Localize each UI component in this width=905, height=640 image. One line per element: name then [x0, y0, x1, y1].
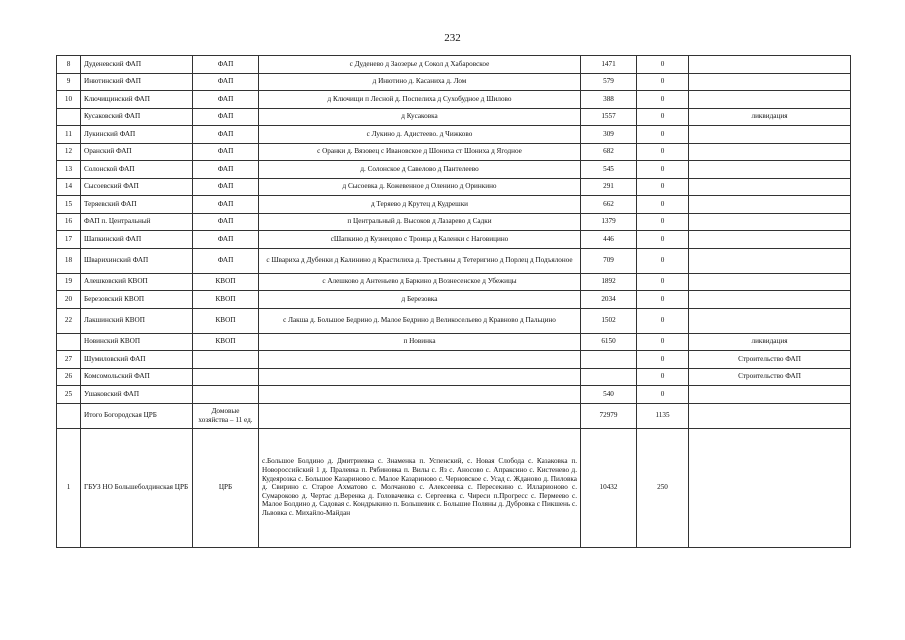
institution-type-cell: ФАП: [193, 213, 259, 231]
count-value-cell: 0: [637, 161, 689, 179]
institution-name-cell: Сысоевский ФАП: [81, 178, 193, 196]
row-number-cell: 8: [57, 56, 81, 74]
count-value-cell: 250: [637, 428, 689, 547]
row-number-cell: 13: [57, 161, 81, 179]
count-value-cell: 0: [637, 143, 689, 161]
settlements-cell: [259, 403, 581, 428]
institution-name-cell: Теряевский ФАП: [81, 196, 193, 214]
note-cell: [689, 178, 851, 196]
row-number-cell: 17: [57, 231, 81, 249]
note-cell: [689, 386, 851, 404]
population-cell: 682: [581, 143, 637, 161]
note-cell: ликвидация: [689, 108, 851, 126]
institution-type-cell: КВОП: [193, 333, 259, 351]
institution-name-cell: Шапкинский ФАП: [81, 231, 193, 249]
table-row: [57, 291, 851, 309]
table-row: [57, 333, 851, 351]
population-cell: [581, 351, 637, 369]
institution-type-cell: ФАП: [193, 56, 259, 74]
settlements-cell: п Новинка: [259, 333, 581, 351]
population-cell: 545: [581, 161, 637, 179]
institution-name-cell: Ключищинский ФАП: [81, 91, 193, 109]
note-cell: [689, 56, 851, 74]
population-cell: 446: [581, 231, 637, 249]
institution-name-cell: ФАП п. Центральный: [81, 213, 193, 231]
row-number-cell: 20: [57, 291, 81, 309]
row-number-cell: 9: [57, 73, 81, 91]
institution-name-cell: Итого Богородская ЦРБ: [81, 403, 193, 428]
institution-type-cell: ФАП: [193, 108, 259, 126]
institution-name-cell: Дуденевский ФАП: [81, 56, 193, 74]
settlements-cell: с Алешково д Антеньево д Баркино д Вознесенское д Убежицы: [259, 273, 581, 291]
institution-name-cell: Оранский ФАП: [81, 143, 193, 161]
institution-name-cell: Березовский КВОП: [81, 291, 193, 309]
table-row: [57, 161, 851, 179]
count-value-cell: 0: [637, 231, 689, 249]
population-cell: 579: [581, 73, 637, 91]
row-number-cell: 10: [57, 91, 81, 109]
table-row: [57, 178, 851, 196]
institution-name-cell: Шварихинский ФАП: [81, 248, 193, 273]
table-row: [57, 143, 851, 161]
settlements-cell: д Березовка: [259, 291, 581, 309]
table-row: [57, 368, 851, 386]
population-cell: 709: [581, 248, 637, 273]
page-number: 232: [444, 32, 461, 44]
table-row: [57, 308, 851, 333]
count-value-cell: 0: [637, 73, 689, 91]
institution-type-cell: ФАП: [193, 231, 259, 249]
settlements-cell: д Теряево д Крутец д Кудрешки: [259, 196, 581, 214]
population-cell: 309: [581, 126, 637, 144]
table-row: [57, 91, 851, 109]
count-value-cell: 0: [637, 91, 689, 109]
note-cell: [689, 273, 851, 291]
institution-type-cell: Домовые хозяйства – 11 ед.: [193, 403, 259, 428]
row-number-cell: [57, 333, 81, 351]
institution-type-cell: [193, 351, 259, 369]
institution-type-cell: ФАП: [193, 143, 259, 161]
population-cell: 10432: [581, 428, 637, 547]
settlements-cell: д Сысоевка д. Кожевенное д Оленино д Оринкино: [259, 178, 581, 196]
population-cell: 2034: [581, 291, 637, 309]
institution-name-cell: Кусаковский ФАП: [81, 108, 193, 126]
institution-name-cell: ГБУЗ НО Большеболдинская ЦРБ: [81, 428, 193, 547]
population-cell: [581, 368, 637, 386]
settlements-cell: д Ключищи п Лесной д. Поспелиха д Сухобудное д Шилово: [259, 91, 581, 109]
note-cell: ликвидация: [689, 333, 851, 351]
count-value-cell: 0: [637, 386, 689, 404]
table-row: [57, 273, 851, 291]
institution-type-cell: ЦРБ: [193, 428, 259, 547]
table-row: [57, 73, 851, 91]
table-row: [57, 351, 851, 369]
row-number-cell: 26: [57, 368, 81, 386]
institution-name-cell: Новинский КВОП: [81, 333, 193, 351]
institutions-table: [56, 55, 851, 548]
row-number-cell: [57, 403, 81, 428]
settlements-cell: [259, 368, 581, 386]
institution-type-cell: КВОП: [193, 308, 259, 333]
table-row: [57, 231, 851, 249]
institution-name-cell: Инютинский ФАП: [81, 73, 193, 91]
row-number-cell: 11: [57, 126, 81, 144]
count-value-cell: 0: [637, 351, 689, 369]
count-value-cell: 0: [637, 291, 689, 309]
institution-type-cell: КВОП: [193, 291, 259, 309]
settlements-cell: с Швариха д Дубенки д Калинино д Крастилиха д. Трестьяны д Тетеригино д Порлец д Подъялоное: [259, 248, 581, 273]
population-cell: 540: [581, 386, 637, 404]
settlements-cell: с Дуденево д Заозерье д Сокол д Хабаровское: [259, 56, 581, 74]
institution-type-cell: ФАП: [193, 73, 259, 91]
institution-type-cell: ФАП: [193, 178, 259, 196]
row-number-cell: 22: [57, 308, 81, 333]
institution-type-cell: ФАП: [193, 126, 259, 144]
population-cell: 291: [581, 178, 637, 196]
count-value-cell: 0: [637, 178, 689, 196]
institution-name-cell: Алешковский КВОП: [81, 273, 193, 291]
note-cell: [689, 126, 851, 144]
table-row: [57, 196, 851, 214]
table-row: [57, 248, 851, 273]
count-value-cell: 0: [637, 56, 689, 74]
note-cell: [689, 73, 851, 91]
settlements-cell: п Центральный д. Высоков д Лазарево д Садки: [259, 213, 581, 231]
note-cell: [689, 161, 851, 179]
note-cell: Строительство ФАП: [689, 351, 851, 369]
note-cell: Строительство ФАП: [689, 368, 851, 386]
table-body: [57, 56, 851, 548]
settlements-cell: с Лакша д. Большое Бедрино д. Малое Бедрино д Великосельево д Кравново д Пальцино: [259, 308, 581, 333]
note-cell: [689, 291, 851, 309]
note-cell: [689, 231, 851, 249]
settlements-cell: с Лукино д. Адистеево. д Чижково: [259, 126, 581, 144]
count-value-cell: 0: [637, 368, 689, 386]
population-cell: 1379: [581, 213, 637, 231]
institution-name-cell: Лукинский ФАП: [81, 126, 193, 144]
table-row: [57, 126, 851, 144]
table-row: [57, 403, 851, 428]
note-cell: [689, 428, 851, 547]
note-cell: [689, 403, 851, 428]
count-value-cell: 0: [637, 108, 689, 126]
population-cell: 1471: [581, 56, 637, 74]
institution-type-cell: [193, 368, 259, 386]
note-cell: [689, 143, 851, 161]
row-number-cell: 18: [57, 248, 81, 273]
row-number-cell: 14: [57, 178, 81, 196]
institution-name-cell: Солонской ФАП: [81, 161, 193, 179]
population-cell: 662: [581, 196, 637, 214]
institution-name-cell: Комсомольский ФАП: [81, 368, 193, 386]
settlements-cell: с.Большое Болдино д. Дмитриевка с. Знаменка п. Успенский, с. Новая Слобода с. Казаковка п. Новороссийский 1 д. Пралевка п. Рябиновка п. Вилы с. Яз с. Аносово с. Апраксино с. Кистенево д. Кудеярозка с. Большое Казариново с. Малое Казариново с. Черновское с. Усад с. Жданово д. Пиловка д. Свирино с. Старое Ахматово с. Молчаново с. Алексеевка с. Пересекино с. Илларионово с. Сумароково д. Чертас д.Веренка д. Головачевка с. Сергеевка с. Чиреси п.Прогресс с. Пермеево с. Малое Болдино д. Садовая с. Кондрыкино п. Большевик с. Большие Поляны д. Дубровка с Пикшень с. Львовка с. Михайло-Майдан: [259, 428, 581, 547]
table-row: [57, 213, 851, 231]
count-value-cell: 0: [637, 248, 689, 273]
settlements-cell: сШапкино д Кузнецово с Троица д Каленки с Наговицино: [259, 231, 581, 249]
population-cell: 72979: [581, 403, 637, 428]
institution-name-cell: Шумиловский ФАП: [81, 351, 193, 369]
count-value-cell: 0: [637, 213, 689, 231]
table-row: [57, 56, 851, 74]
note-cell: [689, 91, 851, 109]
institution-type-cell: [193, 386, 259, 404]
row-number-cell: 25: [57, 386, 81, 404]
population-cell: 1502: [581, 308, 637, 333]
note-cell: [689, 196, 851, 214]
count-value-cell: 0: [637, 308, 689, 333]
settlements-cell: с Оранки д. Вязовец с Ивановское д Шониха ст Шониха д Ягодное: [259, 143, 581, 161]
note-cell: [689, 213, 851, 231]
settlements-cell: д Кусаковка: [259, 108, 581, 126]
row-number-cell: 19: [57, 273, 81, 291]
population-cell: 388: [581, 91, 637, 109]
row-number-cell: 27: [57, 351, 81, 369]
institution-name-cell: Лакшинский КВОП: [81, 308, 193, 333]
institution-name-cell: Ушаковский ФАП: [81, 386, 193, 404]
note-cell: [689, 308, 851, 333]
row-number-cell: [57, 108, 81, 126]
institution-type-cell: ФАП: [193, 161, 259, 179]
settlements-cell: д Инютино д. Касаниха д. Лом: [259, 73, 581, 91]
count-value-cell: 0: [637, 196, 689, 214]
note-cell: [689, 248, 851, 273]
institution-type-cell: ФАП: [193, 248, 259, 273]
settlements-cell: [259, 351, 581, 369]
table-row: [57, 108, 851, 126]
table-row: [57, 428, 851, 547]
population-cell: 1557: [581, 108, 637, 126]
count-value-cell: 0: [637, 273, 689, 291]
institution-type-cell: ФАП: [193, 91, 259, 109]
settlements-cell: [259, 386, 581, 404]
row-number-cell: 12: [57, 143, 81, 161]
row-number-cell: 1: [57, 428, 81, 547]
settlements-cell: д. Солонское д Савелово д Пантелеево: [259, 161, 581, 179]
institution-type-cell: ФАП: [193, 196, 259, 214]
count-value-cell: 1135: [637, 403, 689, 428]
institution-type-cell: КВОП: [193, 273, 259, 291]
row-number-cell: 16: [57, 213, 81, 231]
count-value-cell: 0: [637, 126, 689, 144]
table-row: [57, 386, 851, 404]
row-number-cell: 15: [57, 196, 81, 214]
count-value-cell: 0: [637, 333, 689, 351]
population-cell: 1892: [581, 273, 637, 291]
population-cell: 6150: [581, 333, 637, 351]
